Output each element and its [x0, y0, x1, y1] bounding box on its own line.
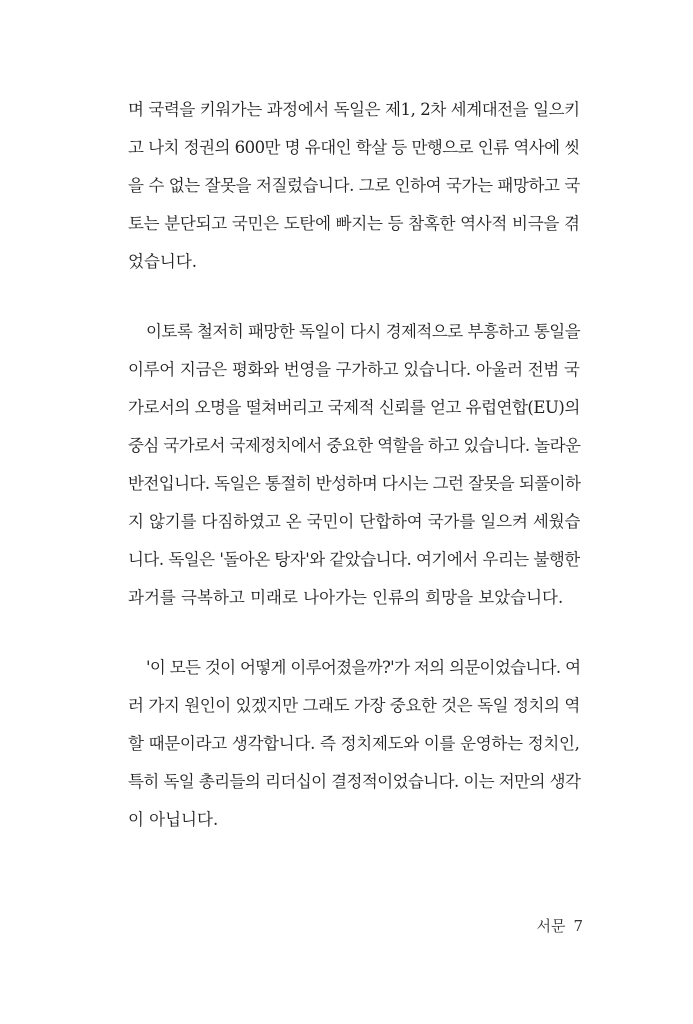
- paragraph-1-line-1: 며 국력을 키워가는 과정에서 독일은 제1, 2차 세계대전을 일으키: [128, 100, 580, 119]
- paragraph-1-line-5: 었습니다.: [128, 252, 198, 271]
- paragraph-1-line-3: 을 수 없는 잘못을 저질렀습니다. 그로 인하여 국가는 패망하고 국: [128, 176, 580, 195]
- paragraph-2-line-2: 이루어 지금은 평화와 번영을 구가하고 있습니다. 아울러 전범 국: [128, 360, 580, 379]
- paragraph-2-line-6: 지 않기를 다짐하였고 온 국민이 단합하여 국가를 일으켜 세웠습: [128, 512, 581, 531]
- paragraph-3-line-2: 러 가지 원인이 있겠지만 그래도 가장 중요한 것은 독일 정치의 역: [128, 696, 580, 715]
- paragraph-3-line-4: 특히 독일 총리들의 리더십이 결정적이었습니다. 이는 저만의 생각: [128, 772, 581, 791]
- paragraph-2-line-4: 중심 국가로서 국제정치에서 중요한 역할을 하고 있습니다. 놀라운: [128, 436, 581, 455]
- paragraph-3-line-3: 할 때문이라고 생각합니다. 즉 정치제도와 이를 운영하는 정치인,: [128, 734, 580, 753]
- paragraph-2-line-3: 가로서의 오명을 떨쳐버리고 국제적 신뢰를 얻고 유럽연합(EU)의: [128, 398, 580, 417]
- paragraph-1-line-2: 고 나치 정권의 600만 명 유대인 학살 등 만행으로 인류 역사에 씻: [128, 138, 580, 157]
- page-number: 7: [573, 917, 583, 935]
- paragraph-1-line-4: 토는 분단되고 국민은 도탄에 빠지는 등 참혹한 역사적 비극을 겪: [128, 214, 580, 233]
- paragraph-2-line-8: 과거를 극복하고 미래로 나아가는 인류의 희망을 보았습니다.: [128, 588, 564, 607]
- paragraph-3-line-5: 이 아닙니다.: [128, 810, 219, 829]
- page-footer: [536, 916, 583, 936]
- paragraph-2-line-1: 이토록 철저히 패망한 독일이 다시 경제적으로 부흥하고 통일을: [146, 322, 581, 341]
- paragraph-2-line-5: 반전입니다. 독일은 통절히 반성하며 다시는 그런 잘못을 되풀이하: [128, 474, 581, 493]
- paragraph-2-line-7: 니다. 독일은 '돌아온 탕자'와 같았습니다. 여기에서 우리는 불행한: [128, 550, 580, 569]
- section-title: 서문: [536, 917, 566, 935]
- paragraph-3-line-1: '이 모든 것이 어떻게 이루어졌을까?'가 저의 의문이었습니다. 여: [146, 658, 581, 677]
